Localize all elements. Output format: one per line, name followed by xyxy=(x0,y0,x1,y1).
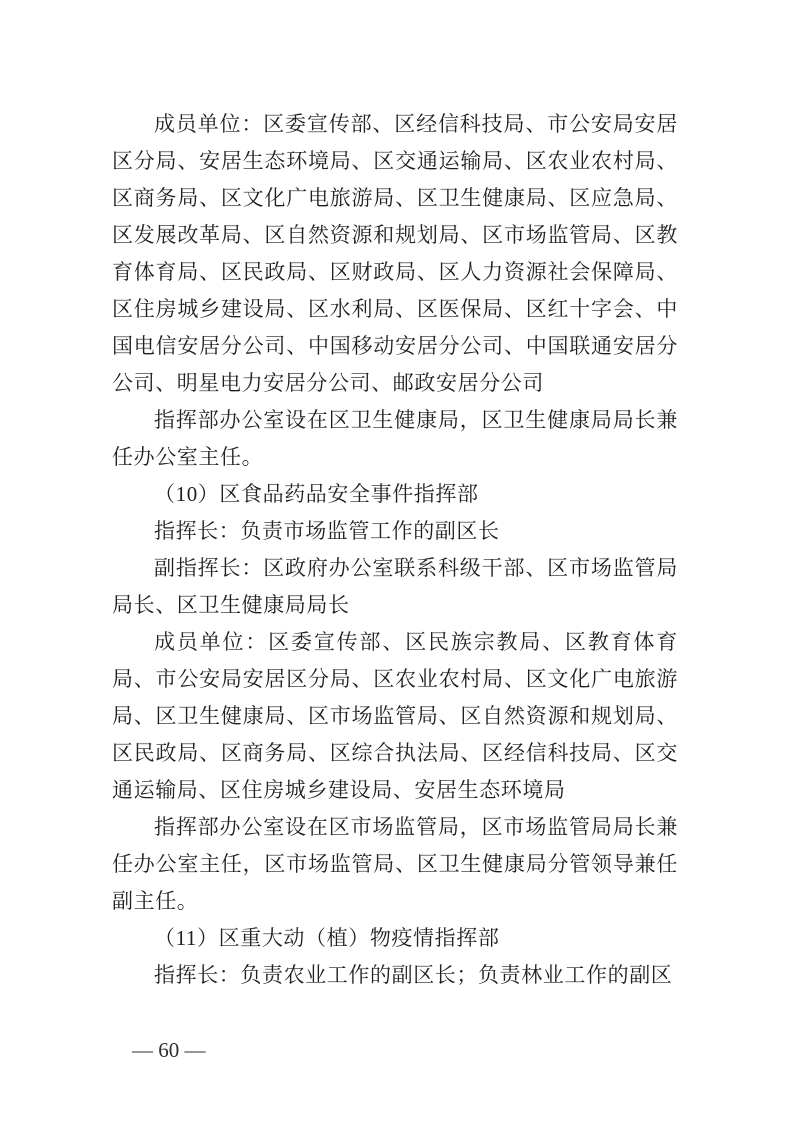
section-heading: （11）区重大动（植）物疫情指挥部 xyxy=(154,926,500,950)
paragraph: 指挥长：负责市场监管工作的副区长 xyxy=(154,519,500,543)
section-heading: （10）区食品药品安全事件指挥部 xyxy=(154,482,479,506)
paragraph: 成员单位：区委宣传部、区经信科技局、市公安局安居区分局、安居生态环境局、区交通运输局、区农业农村局、区商务局、区文化广电旅游局、区卫生健康局、区应急局、区发展改革局、区自然资源和规划局、区市场监管局、区教育体育局、区民政局、区财政局、区人力资源社会保障局、区住房城乡建设局、区水利局、区医保局、区红十字会、中国电信安居分公司、中国移动安居分公司、中国联通安居分公司、明星电力安居分公司、邮政安居分公司 xyxy=(112,112,678,395)
paragraph: 指挥长：负责农业工作的副区长；负责林业工作的副区 xyxy=(154,963,673,987)
paragraph: 指挥部办公室设在区卫生健康局，区卫生健康局局长兼任办公室主任。 xyxy=(112,408,678,469)
paragraph: 指挥部办公室设在区市场监管局，区市场监管局局长兼任办公室主任，区市场监管局、区卫生健康局分管领导兼任副主任。 xyxy=(112,815,678,913)
page-number: — 60 — xyxy=(132,1038,206,1062)
document-body xyxy=(112,106,678,994)
paragraph: 成员单位：区委宣传部、区民族宗教局、区教育体育局、市公安局安居区分局、区农业农村局、区文化广电旅游局、区卫生健康局、区市场监管局、区自然资源和规划局、区民政局、区商务局、区综合执法局、区经信科技局、区交通运输局、区住房城乡建设局、安居生态环境局 xyxy=(112,630,678,802)
paragraph: 副指挥长：区政府办公室联系科级干部、区市场监管局局长、区卫生健康局局长 xyxy=(112,556,678,617)
